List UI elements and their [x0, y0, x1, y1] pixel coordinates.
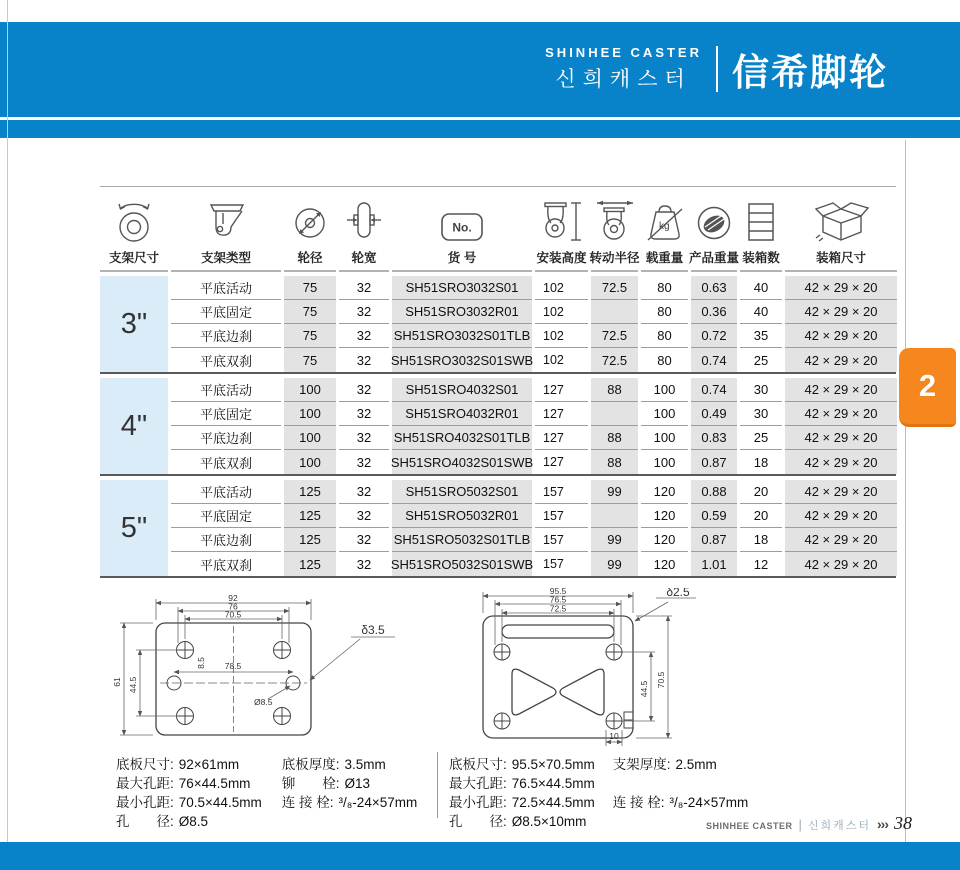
- table-cell: 32: [339, 426, 389, 450]
- table-cell: 32: [356, 454, 372, 470]
- table-cell: SH51SRO4032R01: [392, 402, 532, 426]
- table-cell: [591, 300, 638, 324]
- header-band: [0, 22, 960, 117]
- table-cell: SH51SRO3032S01SWB: [392, 348, 532, 372]
- table-cell: 42 × 29 × 20: [785, 348, 897, 372]
- table-cell: 100: [641, 402, 688, 426]
- spec-label: 支架厚度:: [612, 757, 671, 772]
- table-cell: 32: [339, 504, 389, 528]
- table-cell: 0.49: [691, 402, 737, 426]
- table-cell: 42 × 29 × 20: [785, 504, 897, 528]
- page-number: 38: [894, 813, 912, 833]
- table-cell: 157: [535, 528, 588, 552]
- dim-label: 44.5: [128, 676, 138, 694]
- spec-row: [449, 755, 595, 774]
- table-cell: 30: [740, 402, 782, 426]
- table-cell: 20: [740, 480, 782, 504]
- column-header-label: 轮宽: [351, 251, 377, 265]
- table-cell: 0.87: [691, 528, 737, 552]
- spec-label: 孔 径:: [449, 814, 507, 829]
- table-cell: 0.87: [691, 450, 737, 474]
- table-cell: SH51SRO5032S01: [392, 480, 532, 504]
- spec-row: [613, 793, 749, 812]
- table-cell: 0.59: [691, 504, 737, 528]
- table-cell: 127: [535, 378, 588, 402]
- product-weight-icon: [693, 192, 735, 248]
- spec-value: 72.5×44.5mm: [511, 795, 595, 810]
- spec-value: 92×61mm: [178, 757, 240, 772]
- table-cell: 88: [591, 450, 638, 474]
- footer-brand-en: SHINHEE CASTER: [705, 821, 793, 831]
- spec-row: [282, 793, 418, 812]
- table-cell: 80: [641, 324, 688, 348]
- table-cell: 72.5: [591, 324, 638, 348]
- table-cell: 42 × 29 × 20: [785, 528, 897, 552]
- column-header: [689, 192, 740, 272]
- chapter-tab: [899, 348, 956, 427]
- column-header: [339, 192, 389, 272]
- table-cell: 0.63: [691, 276, 737, 300]
- table-cell: 平底活动: [171, 276, 281, 300]
- brand-name-en: SHINHEE CASTER: [545, 45, 702, 60]
- table-cell: 127: [535, 426, 588, 450]
- table-cell: 42 × 29 × 20: [785, 480, 897, 504]
- brand-name-kr: 신희캐스터: [555, 68, 692, 91]
- column-header-label: 装箱数: [742, 251, 780, 265]
- dim-label: 92: [228, 593, 238, 603]
- carton-size-icon: [811, 192, 871, 248]
- spec-row: [116, 774, 262, 793]
- spec-row: [449, 774, 595, 793]
- table-cell: 125: [284, 552, 336, 576]
- size-section: [100, 480, 896, 578]
- table-cell: 120: [641, 480, 688, 504]
- spec-row: [116, 812, 262, 831]
- table-cell: 32: [339, 324, 389, 348]
- table-cell: 35: [740, 324, 782, 348]
- dim-label: 61: [112, 677, 122, 687]
- column-header-label: 支架类型: [200, 251, 251, 265]
- wheel-width-icon: [347, 192, 381, 248]
- table-cell: 32: [339, 528, 389, 552]
- table-cell: 20: [740, 504, 782, 528]
- table-cell: 125: [284, 480, 336, 504]
- table-cell: SH51SRO5032S01SWB: [392, 552, 532, 576]
- spec-column: [282, 755, 418, 831]
- table-cell: 0.72: [691, 324, 737, 348]
- table-header-row: [100, 186, 896, 272]
- table-cell: 125: [284, 528, 336, 552]
- column-header-label: 货 号: [447, 251, 477, 265]
- table-cell: 99: [591, 528, 638, 552]
- table-cell: 30: [740, 378, 782, 402]
- spec-value: 95.5×70.5mm: [511, 757, 595, 772]
- footer-brand-kr: 신희캐스터: [807, 820, 871, 832]
- svg-text:kg: kg: [658, 221, 670, 232]
- spec-value: 3.5mm: [344, 757, 386, 772]
- table-cell: 平底活动: [171, 378, 281, 402]
- column-header-label: 装箱尺寸: [815, 251, 866, 265]
- table-cell: 42 × 29 × 20: [785, 276, 897, 300]
- table-cell: 42 × 29 × 20: [785, 300, 897, 324]
- table-cell: 157: [535, 480, 588, 504]
- table-cell: 32: [339, 300, 389, 324]
- table-cell: 127: [535, 402, 588, 426]
- table-cell: 157: [543, 557, 564, 571]
- table-cell: 102: [535, 324, 588, 348]
- table-cell: 75: [284, 276, 336, 300]
- column-header: [284, 192, 336, 272]
- table-cell: 12: [753, 556, 769, 572]
- table-cell: 42 × 29 × 20: [785, 426, 897, 450]
- column-header: [171, 192, 281, 272]
- bracket-thickness-label: δ2.5: [666, 588, 690, 599]
- table-cell: SH51SRO4032S01SWB: [392, 450, 532, 474]
- table-cell: 102: [543, 353, 564, 367]
- table-cell: SH51SRO3032R01: [392, 300, 532, 324]
- spec-label: 最小孔距:: [449, 795, 507, 810]
- spec-row: [449, 812, 595, 831]
- table-cell: 72.5: [591, 276, 638, 300]
- spec-row: [282, 755, 418, 774]
- table-cell: 88: [591, 378, 638, 402]
- table-cell: 100: [284, 378, 336, 402]
- footer-band: [0, 842, 960, 870]
- table-cell: 42 × 29 × 20: [785, 402, 897, 426]
- table-cell: 平底固定: [171, 504, 281, 528]
- spec-label: 连 接 栓:: [281, 795, 334, 810]
- spec-value: ³/₈-24×57mm: [669, 795, 749, 810]
- spec-label: 底板尺寸:: [116, 757, 174, 772]
- table-cell: 99: [591, 552, 638, 576]
- table-cell: 40: [740, 300, 782, 324]
- column-header: [392, 192, 532, 272]
- table-cell: 0.83: [691, 426, 737, 450]
- table-cell: SH51SRO5032R01: [392, 504, 532, 528]
- table-cell: 127: [543, 455, 564, 469]
- dim-label: 78.5: [224, 661, 242, 671]
- plate-thickness-label: δ3.5: [361, 623, 385, 637]
- table-cell: [591, 402, 638, 426]
- table-cell: 平底双刹: [199, 455, 252, 471]
- spec-column: [449, 755, 595, 831]
- table-cell: 1.01: [691, 552, 737, 576]
- bracket-icon: [203, 192, 249, 248]
- dim-label: 95.5: [549, 588, 567, 596]
- table-cell: 0.88: [691, 480, 737, 504]
- dim-label: 76: [228, 601, 238, 612]
- drawing-flat-plate: [108, 593, 438, 750]
- table-cell: 100: [641, 426, 688, 450]
- part-no-icon: [439, 192, 485, 248]
- table-cell: 125: [284, 504, 336, 528]
- column-header-label: 产品重量: [689, 251, 740, 265]
- spec-row: [449, 793, 595, 812]
- brand-logo-left: [545, 45, 702, 93]
- table-cell: 平底双刹: [199, 353, 252, 369]
- dim-label: 70.5: [224, 609, 242, 620]
- table-cell: 42 × 29 × 20: [785, 552, 897, 576]
- table-cell: 40: [740, 276, 782, 300]
- spec-label: 底板尺寸:: [449, 757, 507, 772]
- spec-column: [116, 755, 262, 831]
- size-section: [100, 378, 896, 476]
- wheel-top-icon: [113, 192, 155, 248]
- table-cell: 32: [356, 352, 372, 368]
- table-cell: 平底边刹: [171, 324, 281, 348]
- spec-label: 连 接 栓:: [612, 795, 665, 810]
- column-header: [641, 192, 688, 272]
- table-cell: 88: [591, 426, 638, 450]
- spec-row: [282, 774, 418, 793]
- table-cell: 120: [653, 556, 676, 572]
- spec-value: 2.5mm: [675, 757, 717, 772]
- spec-label: 最大孔距:: [449, 776, 507, 791]
- table-cell: 102: [535, 276, 588, 300]
- column-header-label: 轮径: [297, 251, 323, 265]
- table-cell: 32: [339, 402, 389, 426]
- column-header: [100, 192, 168, 272]
- svg-text:No.: No.: [452, 220, 472, 235]
- footer-divider: |: [798, 817, 802, 832]
- table-cell: 100: [284, 402, 336, 426]
- table-cell: 100: [653, 454, 676, 470]
- table-cell: 80: [641, 300, 688, 324]
- table-cell: SH51SRO4032S01: [392, 378, 532, 402]
- spec-value: 76×44.5mm: [178, 776, 251, 791]
- spec-label: 铆 栓:: [281, 776, 340, 791]
- table-cell: 平底边刹: [171, 528, 281, 552]
- table-cell: 100: [284, 450, 336, 474]
- specs-block-right: [449, 755, 748, 831]
- spec-label: 最小孔距:: [116, 795, 174, 810]
- table-cell: 0.74: [691, 348, 737, 372]
- table-cell: 18: [740, 528, 782, 552]
- table-cell: 32: [356, 556, 372, 572]
- table-cell: 平底双刹: [199, 557, 252, 573]
- column-header-label: 安装高度: [536, 251, 587, 265]
- brand-name-cn: 信希脚轮: [732, 52, 888, 93]
- table-cell: 157: [535, 504, 588, 528]
- table-cell: 25: [753, 352, 769, 368]
- table-cell: 平底活动: [171, 480, 281, 504]
- table-body: [100, 276, 896, 578]
- spec-value: 70.5×44.5mm: [178, 795, 262, 810]
- spec-label: 孔 径:: [116, 814, 174, 829]
- section-size-label: 3": [100, 276, 168, 372]
- table-cell: 42 × 29 × 20: [785, 324, 897, 348]
- table-cell: 100: [641, 378, 688, 402]
- section-size-label: 5": [100, 480, 168, 576]
- column-header-label: 载重量: [645, 251, 684, 265]
- column-header-label: 支架尺寸: [108, 251, 159, 265]
- table-cell: SH51SRO5032S01TLB: [392, 528, 532, 552]
- spec-value: 76.5×44.5mm: [511, 776, 595, 791]
- dim-label: 8.5: [196, 657, 206, 669]
- table-cell: 72.5: [591, 348, 638, 372]
- table-cell: SH51SRO3032S01: [392, 276, 532, 300]
- dim-label: 44.5: [639, 680, 649, 698]
- spec-row: [116, 755, 262, 774]
- column-header-label: 转动半径: [589, 251, 640, 265]
- chapter-tab-number: 2: [918, 368, 937, 403]
- table-cell: 平底固定: [171, 402, 281, 426]
- specs-block-left: [116, 755, 417, 831]
- table-cell: 75: [284, 324, 336, 348]
- table-cell: 75: [284, 300, 336, 324]
- table-cell: 32: [339, 276, 389, 300]
- dim-label: 70.5: [656, 671, 666, 689]
- dim-label: 76.5: [549, 594, 567, 605]
- specs-divider: [437, 752, 438, 818]
- spec-value: ³/₈-24×57mm: [338, 795, 418, 810]
- logo-divider: [716, 46, 718, 92]
- table-cell: 120: [641, 528, 688, 552]
- table-cell: SH51SRO3032S01TLB: [392, 324, 532, 348]
- hole-diameter-label: Ø8.5: [254, 697, 273, 707]
- page-edge-left: [7, 0, 8, 870]
- table-cell: 平底边刹: [171, 426, 281, 450]
- product-spec-table: [100, 186, 896, 582]
- spec-row: [613, 755, 749, 774]
- box-count-icon: [743, 192, 779, 248]
- mounting-height-icon: [538, 192, 586, 248]
- table-cell: 42 × 29 × 20: [785, 450, 897, 474]
- table-cell: 25: [740, 426, 782, 450]
- spec-value: Ø8.5: [178, 814, 209, 829]
- drawing-cutout-plate: [438, 588, 738, 755]
- column-header: [785, 192, 897, 272]
- table-cell: 0.36: [691, 300, 737, 324]
- table-cell: 120: [641, 504, 688, 528]
- page-footer: [706, 813, 912, 834]
- table-cell: 75: [284, 348, 336, 372]
- table-cell: 0.74: [691, 378, 737, 402]
- spec-row: [116, 793, 262, 812]
- spec-label: 底板厚度:: [281, 757, 340, 772]
- brand-logo: [545, 42, 888, 96]
- spec-value: Ø8.5×10mm: [511, 814, 587, 829]
- table-cell: SH51SRO4032S01TLB: [392, 426, 532, 450]
- footer-arrows: ›››: [877, 816, 888, 832]
- section-size-label: 4": [100, 378, 168, 474]
- spec-value: Ø13: [344, 776, 370, 791]
- turning-radius-icon: [591, 192, 639, 248]
- column-header: [591, 192, 638, 272]
- table-cell: 18: [753, 454, 769, 470]
- table-cell: 102: [535, 300, 588, 324]
- table-cell: 32: [339, 480, 389, 504]
- wheel-diameter-icon: [289, 192, 331, 248]
- load-kg-icon: [643, 192, 687, 248]
- header-band-thin: [0, 120, 960, 138]
- spec-label: 最大孔距:: [116, 776, 174, 791]
- table-cell: 32: [339, 378, 389, 402]
- column-header: [535, 192, 588, 272]
- dim-label: 10: [609, 731, 619, 741]
- table-cell: [591, 504, 638, 528]
- dim-label: 72.5: [549, 603, 567, 614]
- table-cell: 80: [657, 352, 672, 368]
- table-cell: 80: [641, 276, 688, 300]
- size-section: [100, 276, 896, 374]
- table-cell: 99: [591, 480, 638, 504]
- table-cell: 42 × 29 × 20: [785, 378, 897, 402]
- column-header: [740, 192, 782, 272]
- table-cell: 100: [284, 426, 336, 450]
- table-cell: 平底固定: [171, 300, 281, 324]
- page-edge-right: [905, 140, 906, 842]
